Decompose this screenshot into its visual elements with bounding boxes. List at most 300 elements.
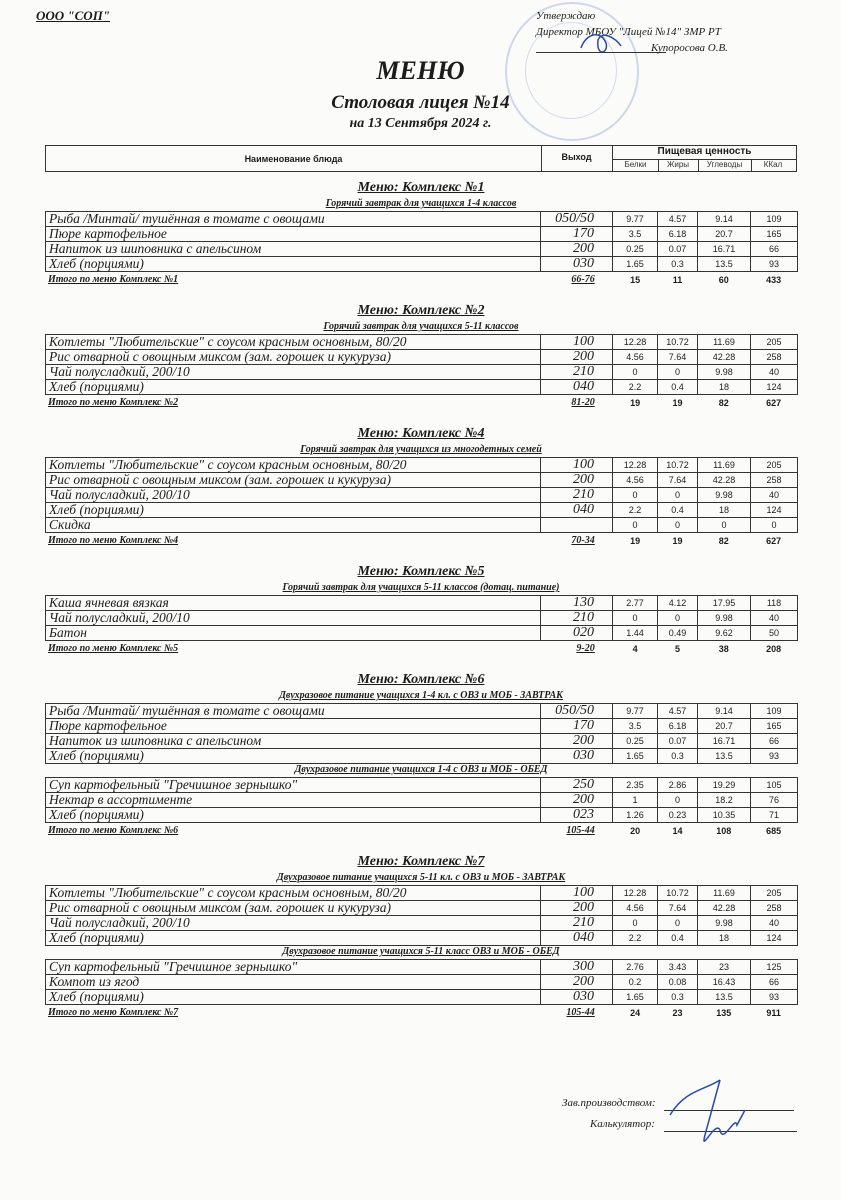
dish-fat: 0 (658, 611, 698, 626)
dish-protein: 2.2 (613, 380, 658, 395)
dish-yield: 210 (541, 365, 613, 380)
dish-table (45, 457, 798, 533)
total-yield: 81-20 (571, 397, 595, 408)
dish-kcal: 205 (751, 886, 798, 901)
table-row (46, 257, 798, 272)
dish-name: Рыба /Минтай/ тушённая в томате с овощами (46, 704, 541, 719)
total-carbs: 60 (718, 275, 729, 285)
dish-name: Суп картофельный "Гречишное зернышко" (46, 960, 541, 975)
dish-fat: 0 (658, 916, 698, 931)
dish-kcal: 124 (751, 503, 798, 518)
dish-name: Суп картофельный "Гречишное зернышко" (46, 778, 541, 793)
dish-yield: 040 (541, 931, 613, 946)
dish-carbs: 20.7 (698, 719, 751, 734)
dish-name: Нектар в ассортименте (46, 793, 541, 808)
section-title: Меню: Комплекс №2 (357, 303, 485, 318)
dish-kcal: 165 (751, 719, 798, 734)
table-row (46, 350, 798, 365)
table-row (46, 916, 798, 931)
dish-fat: 4.57 (658, 212, 698, 227)
dish-protein: 4.56 (613, 350, 658, 365)
dish-yield: 170 (541, 719, 613, 734)
dish-fat: 0.3 (658, 990, 698, 1005)
signature-icon (665, 1075, 755, 1165)
dish-carbs: 16.71 (698, 734, 751, 749)
table-row (46, 335, 798, 350)
dish-carbs: 9.98 (698, 365, 751, 380)
total-protein: 4 (632, 644, 638, 654)
dish-protein: 9.77 (613, 704, 658, 719)
dish-name: Чай полусладкий, 200/10 (46, 916, 541, 931)
total-fat: 19 (672, 536, 683, 546)
approval-signer: Купоросова О.В. (651, 42, 728, 54)
total-protein: 19 (630, 398, 641, 408)
table-row (46, 242, 798, 257)
dish-table (45, 595, 798, 641)
dish-kcal: 40 (751, 916, 798, 931)
group-subtitle: Двухразовое питание учащихся 5-11 кл. с ОВЗ и МОБ - ЗАВТРАК (276, 872, 566, 883)
table-row (46, 704, 798, 719)
table-row (46, 212, 798, 227)
dish-yield: 300 (541, 960, 613, 975)
group-subtitle: Двухразовое питание учащихся 1-4 кл. с ОВЗ и МОБ - ЗАВТРАК (279, 690, 563, 701)
total-protein: 19 (630, 536, 641, 546)
table-row (46, 227, 798, 242)
table-row (46, 365, 798, 380)
dish-yield (541, 518, 613, 533)
dish-protein: 0 (613, 488, 658, 503)
total-kcal: 911 (766, 1008, 781, 1018)
dish-kcal: 93 (751, 257, 798, 272)
total-label: Итого по меню Комплекс №6 (48, 825, 179, 836)
dish-name: Чай полусладкий, 200/10 (46, 488, 541, 503)
dish-kcal: 258 (751, 901, 798, 916)
dish-kcal: 124 (751, 380, 798, 395)
dish-kcal: 205 (751, 335, 798, 350)
dish-carbs: 19.29 (698, 778, 751, 793)
dish-carbs: 13.5 (698, 749, 751, 764)
dish-yield: 200 (541, 734, 613, 749)
total-yield: 70-34 (571, 535, 595, 546)
dish-name: Хлеб (порциями) (46, 990, 541, 1005)
dish-kcal: 0 (751, 518, 798, 533)
dish-carbs: 11.69 (698, 886, 751, 901)
dish-name: Хлеб (порциями) (46, 808, 541, 823)
total-protein: 20 (630, 826, 641, 836)
menu-section (45, 670, 797, 838)
header-fat: Жиры (658, 160, 699, 171)
dish-table (45, 334, 798, 395)
dish-fat: 0 (658, 518, 698, 533)
dish-fat: 7.64 (658, 473, 698, 488)
table-row (46, 931, 798, 946)
dish-fat: 10.72 (658, 886, 698, 901)
dish-carbs: 9.14 (698, 704, 751, 719)
dish-protein: 12.28 (613, 458, 658, 473)
table-row (46, 380, 798, 395)
section-total (45, 534, 797, 548)
dish-carbs: 13.5 (698, 257, 751, 272)
menu-section (45, 301, 797, 410)
dish-carbs: 18 (698, 931, 751, 946)
dish-carbs: 42.28 (698, 473, 751, 488)
organization-name: ООО "СОП" (36, 8, 111, 23)
dish-table (45, 703, 798, 764)
dish-kcal: 93 (751, 749, 798, 764)
total-carbs: 82 (718, 536, 729, 546)
dish-kcal: 109 (751, 704, 798, 719)
dish-protein: 4.56 (613, 901, 658, 916)
dish-protein: 2.77 (613, 596, 658, 611)
dish-fat: 3.43 (658, 960, 698, 975)
dish-carbs: 11.69 (698, 335, 751, 350)
dish-carbs: 18.2 (698, 793, 751, 808)
dish-yield: 023 (541, 808, 613, 823)
total-fat: 23 (672, 1008, 683, 1018)
dish-carbs: 18 (698, 503, 751, 518)
menu-section (45, 178, 797, 287)
group-subtitle: Двухразовое питание учащихся 5-11 класс ОВЗ и МОБ - ОБЕД (282, 946, 560, 957)
dish-name: Котлеты "Любительские" с соусом красным основным, 80/20 (46, 886, 541, 901)
dish-carbs: 9.98 (698, 916, 751, 931)
dish-protein: 1.26 (613, 808, 658, 823)
dish-name: Хлеб (порциями) (46, 503, 541, 518)
table-row (46, 503, 798, 518)
section-title: Меню: Комплекс №1 (357, 180, 485, 195)
header-carbs: Углеводы (698, 160, 752, 171)
dish-name: Пюре картофельное (46, 719, 541, 734)
dish-yield: 030 (541, 749, 613, 764)
dish-name: Хлеб (порциями) (46, 380, 541, 395)
table-row (46, 960, 798, 975)
total-label: Итого по меню Комплекс №1 (48, 274, 179, 285)
dish-carbs: 11.69 (698, 458, 751, 473)
dish-name: Компот из ягод (46, 975, 541, 990)
dish-kcal: 66 (751, 242, 798, 257)
dish-kcal: 66 (751, 734, 798, 749)
total-protein: 15 (630, 275, 641, 285)
dish-fat: 0.49 (658, 626, 698, 641)
dish-fat: 0.07 (658, 734, 698, 749)
dish-protein: 0 (613, 518, 658, 533)
table-row (46, 808, 798, 823)
dish-carbs: 23 (698, 960, 751, 975)
dish-carbs: 16.71 (698, 242, 751, 257)
dish-yield: 030 (541, 990, 613, 1005)
dish-yield: 210 (541, 488, 613, 503)
dish-yield: 200 (541, 793, 613, 808)
dish-name: Напиток из шиповника с апельсином (46, 734, 541, 749)
table-row (46, 518, 798, 533)
table-row (46, 793, 798, 808)
dish-kcal: 125 (751, 960, 798, 975)
section-total (45, 396, 797, 410)
dish-fat: 6.18 (658, 227, 698, 242)
dish-name: Рис отварной с овощным миксом (зам. горошек и кукуруза) (46, 901, 541, 916)
dish-yield: 210 (541, 611, 613, 626)
dish-protein: 3.5 (613, 227, 658, 242)
dish-protein: 2.2 (613, 503, 658, 518)
dish-protein: 12.28 (613, 335, 658, 350)
dish-yield: 210 (541, 916, 613, 931)
dish-kcal: 258 (751, 350, 798, 365)
dish-fat: 7.64 (658, 350, 698, 365)
header-nutrition: Пищевая ценность (613, 146, 796, 160)
approval-block (536, 8, 728, 56)
table-row (46, 886, 798, 901)
table-header (45, 145, 797, 172)
header-protein: Белки (613, 160, 659, 171)
header-kcal: ККал (763, 160, 783, 169)
document-date: на 13 Сентября 2024 г. (349, 116, 492, 131)
document-title: МЕНЮ (376, 56, 465, 85)
dish-carbs: 17.95 (698, 596, 751, 611)
table-row (46, 778, 798, 793)
dish-fat: 7.64 (658, 901, 698, 916)
table-row (46, 596, 798, 611)
total-carbs: 38 (718, 644, 729, 654)
dish-protein: 1 (613, 793, 658, 808)
dish-name: Чай полусладкий, 200/10 (46, 611, 541, 626)
dish-name: Скидка (46, 518, 541, 533)
group-subtitle: Двухразовое питание учащихся 1-4 с ОВЗ и МОБ - ОБЕД (294, 764, 548, 775)
approval-title: Утверждаю (536, 10, 596, 22)
dish-yield: 200 (541, 975, 613, 990)
dish-yield: 100 (541, 335, 613, 350)
dish-fat: 0.07 (658, 242, 698, 257)
dish-name: Котлеты "Любительские" с соусом красным основным, 80/20 (46, 335, 541, 350)
table-row (46, 611, 798, 626)
total-yield: 9-20 (576, 643, 595, 654)
dish-name: Котлеты "Любительские" с соусом красным основным, 80/20 (46, 458, 541, 473)
dish-kcal: 93 (751, 990, 798, 1005)
section-total (45, 824, 797, 838)
dish-protein: 2.35 (613, 778, 658, 793)
dish-protein: 0 (613, 916, 658, 931)
total-carbs: 135 (716, 1008, 732, 1018)
dish-yield: 200 (541, 350, 613, 365)
section-title: Меню: Комплекс №5 (357, 564, 485, 579)
dish-protein: 0 (613, 365, 658, 380)
dish-yield: 050/50 (541, 212, 613, 227)
section-total (45, 273, 797, 287)
dish-kcal: 205 (751, 458, 798, 473)
dish-fat: 0.4 (658, 503, 698, 518)
dish-table (45, 211, 798, 272)
dish-fat: 6.18 (658, 719, 698, 734)
total-fat: 14 (672, 826, 683, 836)
total-fat: 19 (672, 398, 683, 408)
dish-yield: 130 (541, 596, 613, 611)
dish-name: Батон (46, 626, 541, 641)
dish-carbs: 9.98 (698, 488, 751, 503)
dish-fat: 0.4 (658, 380, 698, 395)
dish-protein: 0 (613, 611, 658, 626)
dish-protein: 0.25 (613, 734, 658, 749)
section-total (45, 1006, 797, 1020)
header-dish-name: Наименование блюда (46, 146, 542, 171)
dish-yield: 050/50 (541, 704, 613, 719)
section-title: Меню: Комплекс №4 (357, 426, 485, 441)
total-yield: 66-76 (571, 274, 595, 285)
dish-carbs: 42.28 (698, 901, 751, 916)
group-subtitle: Горячий завтрак для учащихся 5-11 классов (323, 321, 519, 332)
total-label: Итого по меню Комплекс №4 (48, 535, 179, 546)
dish-yield: 100 (541, 458, 613, 473)
dish-fat: 10.72 (658, 458, 698, 473)
dish-fat: 0.3 (658, 749, 698, 764)
dish-carbs: 10.35 (698, 808, 751, 823)
table-row (46, 901, 798, 916)
dish-kcal: 40 (751, 488, 798, 503)
dish-protein: 2.76 (613, 960, 658, 975)
dish-carbs: 9.98 (698, 611, 751, 626)
dish-kcal: 76 (751, 793, 798, 808)
total-kcal: 208 (766, 644, 782, 654)
dish-kcal: 105 (751, 778, 798, 793)
dish-yield: 100 (541, 886, 613, 901)
dish-fat: 0 (658, 365, 698, 380)
dish-kcal: 66 (751, 975, 798, 990)
section-total (45, 642, 797, 656)
dish-kcal: 50 (751, 626, 798, 641)
dish-carbs: 18 (698, 380, 751, 395)
dish-name: Чай полусладкий, 200/10 (46, 365, 541, 380)
dish-carbs: 16.43 (698, 975, 751, 990)
dish-fat: 0 (658, 793, 698, 808)
total-carbs: 82 (718, 398, 729, 408)
dish-protein: 2.2 (613, 931, 658, 946)
group-subtitle: Горячий завтрак для учащихся 1-4 классов (325, 198, 517, 209)
dish-protein: 0.25 (613, 242, 658, 257)
dish-fat: 0.4 (658, 931, 698, 946)
table-row (46, 990, 798, 1005)
dish-kcal: 40 (751, 365, 798, 380)
total-label: Итого по меню Комплекс №5 (48, 643, 179, 654)
total-kcal: 627 (766, 398, 782, 408)
header-yield: Выход (541, 146, 613, 171)
table-row (46, 458, 798, 473)
dish-name: Хлеб (порциями) (46, 931, 541, 946)
dish-fat: 4.12 (658, 596, 698, 611)
total-kcal: 685 (766, 826, 782, 836)
menu-section (45, 424, 797, 548)
dish-yield: 200 (541, 473, 613, 488)
dish-fat: 0.3 (658, 257, 698, 272)
total-carbs: 108 (716, 826, 732, 836)
dish-protein: 1.44 (613, 626, 658, 641)
dish-protein: 3.5 (613, 719, 658, 734)
dish-name: Каша ячневая вязкая (46, 596, 541, 611)
dish-yield: 250 (541, 778, 613, 793)
dish-fat: 2.86 (658, 778, 698, 793)
dish-fat: 0.23 (658, 808, 698, 823)
dish-table (45, 777, 798, 823)
dish-yield: 030 (541, 257, 613, 272)
table-row (46, 488, 798, 503)
dish-yield: 200 (541, 242, 613, 257)
dish-yield: 200 (541, 901, 613, 916)
dish-kcal: 124 (751, 931, 798, 946)
total-fat: 11 (672, 275, 683, 285)
dish-carbs: 13.5 (698, 990, 751, 1005)
menu-section (45, 852, 797, 1020)
table-row (46, 749, 798, 764)
production-manager-label: Зав.производством: (562, 1097, 656, 1109)
total-label: Итого по меню Комплекс №7 (48, 1007, 179, 1018)
dish-yield: 020 (541, 626, 613, 641)
approval-position: Директор МБОУ "Лицей №14" ЗМР РТ (536, 26, 721, 38)
group-subtitle: Горячий завтрак для учащихся 5-11 классов (дотац. питание) (282, 582, 560, 593)
dish-name: Пюре картофельное (46, 227, 541, 242)
total-yield: 105-44 (566, 825, 595, 836)
dish-protein: 12.28 (613, 886, 658, 901)
dish-fat: 10.72 (658, 335, 698, 350)
group-subtitle: Горячий завтрак для учащихся из многодетных семей (300, 444, 542, 455)
total-kcal: 433 (766, 275, 782, 285)
dish-kcal: 165 (751, 227, 798, 242)
dish-name: Рис отварной с овощным миксом (зам. горошек и кукуруза) (46, 350, 541, 365)
dish-protein: 1.65 (613, 257, 658, 272)
dish-name: Рис отварной с овощным миксом (зам. горошек и кукуруза) (46, 473, 541, 488)
total-label: Итого по меню Комплекс №2 (48, 397, 179, 408)
dish-name: Хлеб (порциями) (46, 257, 541, 272)
total-yield: 105-44 (566, 1007, 595, 1018)
table-row (46, 719, 798, 734)
dish-kcal: 258 (751, 473, 798, 488)
dish-kcal: 109 (751, 212, 798, 227)
dish-carbs: 9.14 (698, 212, 751, 227)
section-title: Меню: Комплекс №6 (357, 672, 485, 687)
dish-kcal: 118 (751, 596, 798, 611)
table-row (46, 473, 798, 488)
dish-name: Хлеб (порциями) (46, 749, 541, 764)
dish-protein: 4.56 (613, 473, 658, 488)
dish-yield: 040 (541, 380, 613, 395)
dish-protein: 1.65 (613, 749, 658, 764)
dish-carbs: 9.62 (698, 626, 751, 641)
dish-carbs: 42.28 (698, 350, 751, 365)
dish-name: Напиток из шиповника с апельсином (46, 242, 541, 257)
dish-protein: 1.65 (613, 990, 658, 1005)
dish-protein: 0.2 (613, 975, 658, 990)
table-row (46, 734, 798, 749)
calculator-label: Калькулятор: (590, 1118, 655, 1130)
dish-kcal: 40 (751, 611, 798, 626)
dish-table (45, 959, 798, 1005)
dish-carbs: 0 (698, 518, 751, 533)
dish-protein: 9.77 (613, 212, 658, 227)
section-title: Меню: Комплекс №7 (357, 854, 485, 869)
dish-fat: 4.57 (658, 704, 698, 719)
dish-name: Рыба /Минтай/ тушённая в томате с овощами (46, 212, 541, 227)
dish-fat: 0 (658, 488, 698, 503)
table-row (46, 975, 798, 990)
total-fat: 5 (674, 644, 680, 654)
dish-carbs: 20.7 (698, 227, 751, 242)
dish-fat: 0.08 (658, 975, 698, 990)
menu-sections (45, 176, 797, 1034)
dish-yield: 040 (541, 503, 613, 518)
document-subtitle: Столовая лицея №14 (331, 92, 510, 113)
dish-yield: 170 (541, 227, 613, 242)
table-row (46, 626, 798, 641)
menu-section (45, 562, 797, 656)
total-kcal: 627 (766, 536, 782, 546)
dish-table (45, 885, 798, 946)
total-protein: 24 (630, 1008, 641, 1018)
dish-kcal: 71 (751, 808, 798, 823)
